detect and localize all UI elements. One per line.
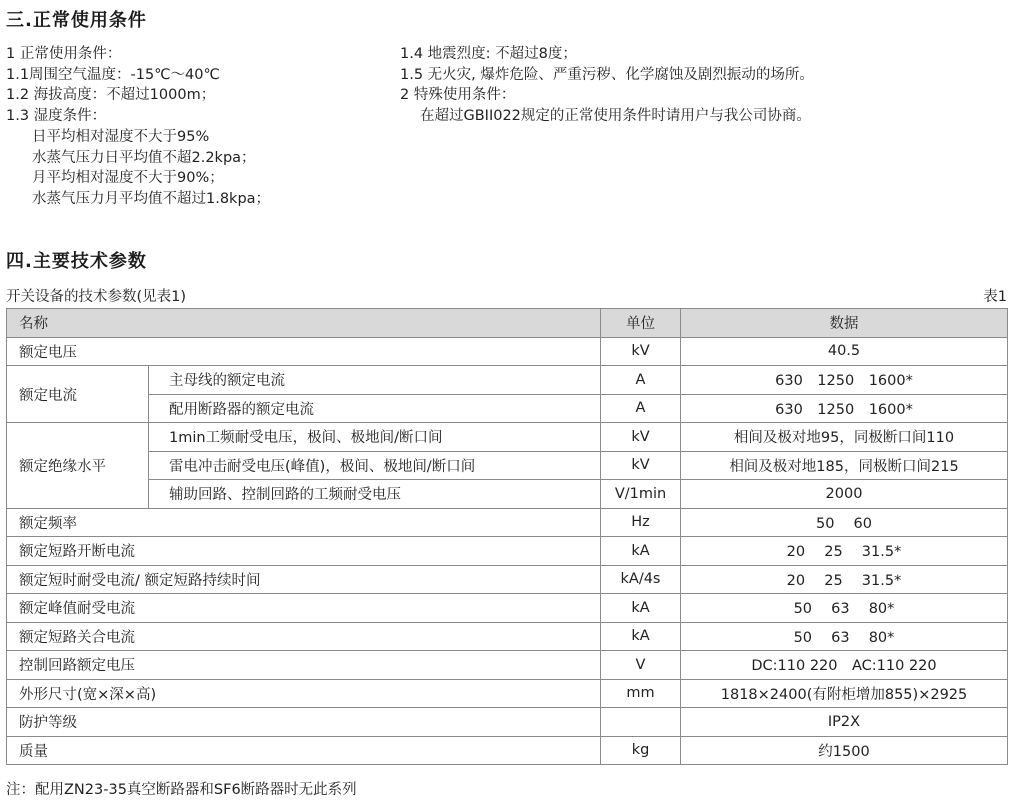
section-title-conditions: 三.正常使用条件 [6, 10, 147, 31]
param-data: 相间及极对地95，同极断口间110 [681, 423, 1008, 452]
condition-line: 1 正常使用条件： [6, 46, 122, 62]
param-unit: V/1min [601, 480, 681, 509]
param-unit: kV [601, 423, 681, 452]
param-name: 额定峰值耐受电流 [7, 594, 601, 623]
condition-line: 1.5 无火灾, 爆炸危险、严重污秽、化学腐蚀及剧烈振动的场所。 [400, 66, 814, 83]
param-name: 额定电压 [7, 337, 601, 366]
table-row [7, 337, 1008, 366]
param-data: IP2X [681, 708, 1008, 737]
table-row [7, 394, 1008, 423]
param-subname: 主母线的额定电流 [149, 366, 601, 395]
param-data: 50 60 [681, 508, 1008, 537]
param-subname: 雷电冲击耐受电压(峰值)，极间、极地间/断口间 [149, 451, 601, 480]
param-name: 防护等级 [7, 708, 601, 737]
param-data: 相间及极对地185，同极断口间215 [681, 451, 1008, 480]
param-unit [601, 708, 681, 737]
param-unit: kA/4s [601, 565, 681, 594]
condition-line: 2 特殊使用条件： [400, 87, 516, 104]
param-name: 额定短时耐受电流/ 额定短路持续时间 [7, 565, 601, 594]
condition-line: 1.3 湿度条件： [6, 108, 107, 125]
param-subname: 辅助回路、控制回路的工频耐受电压 [149, 480, 601, 509]
table-row [7, 651, 1008, 680]
param-data: 40.5 [681, 337, 1008, 366]
table-row [7, 679, 1008, 708]
param-unit: kV [601, 451, 681, 480]
other-conditions-list [400, 44, 814, 127]
param-subname: 配用断路器的额定电流 [149, 394, 601, 423]
table-row [7, 366, 1008, 395]
param-data: 630 1250 1600* [681, 394, 1008, 423]
param-data: DC:110 220 AC:110 220 [681, 651, 1008, 680]
param-name: 额定频率 [7, 508, 601, 537]
table-row [7, 736, 1008, 765]
humidity-line: 月平均相对湿度不大于90%； [32, 170, 224, 187]
table-row [7, 537, 1008, 566]
table-row [7, 423, 1008, 452]
header-data: 数据 [681, 309, 1008, 338]
param-unit: mm [601, 679, 681, 708]
table-row [7, 622, 1008, 651]
table-footnote: 注：配用ZN23-35真空断路器和SF6断路器时无此系列 [6, 782, 357, 798]
table-row [7, 594, 1008, 623]
param-data: 1818×2400(有附柜增加855)×2925 [681, 679, 1008, 708]
param-data: 约1500 [681, 736, 1008, 765]
param-name: 外形尺寸(宽×深×高) [7, 679, 601, 708]
param-data: 50 63 80* [681, 594, 1008, 623]
param-unit: kV [601, 337, 681, 366]
param-name: 额定电流 [7, 366, 149, 423]
param-data: 2000 [681, 480, 1008, 509]
param-subname: 1min工频耐受电压，极间、极地间/断口间 [149, 423, 601, 452]
header-name: 名称 [7, 309, 601, 338]
param-name: 额定短路关合电流 [7, 622, 601, 651]
section-title-parameters: 四.主要技术参数 [6, 251, 147, 272]
humidity-line: 水蒸气压力月平均值不超过1.8kpa； [32, 190, 271, 207]
param-name: 额定绝缘水平 [7, 423, 149, 509]
param-name: 质量 [7, 736, 601, 765]
param-unit: A [601, 394, 681, 423]
table-row [7, 708, 1008, 737]
condition-line: 1.1周围空气温度：-15℃～40℃ [6, 66, 220, 83]
param-unit: V [601, 651, 681, 680]
table-row [7, 480, 1008, 509]
table-row [7, 565, 1008, 594]
param-unit: A [601, 366, 681, 395]
param-data: 20 25 31.5* [681, 537, 1008, 566]
table-row [7, 451, 1008, 480]
normal-conditions-list [6, 44, 270, 210]
param-data: 50 63 80* [681, 622, 1008, 651]
param-unit: Hz [601, 508, 681, 537]
parameters-table [6, 308, 1008, 765]
header-unit: 单位 [601, 309, 681, 338]
table-intro: 开关设备的技术参数(见表1) [6, 289, 187, 305]
condition-line: 在超过GBII022规定的正常使用条件时请用户与我公司协商。 [420, 108, 811, 125]
table-number: 表1 [983, 289, 1007, 305]
param-unit: kA [601, 594, 681, 623]
table-row [7, 508, 1008, 537]
table-header-row [7, 309, 1008, 338]
condition-line: 1.2 海拔高度：不超过1000m； [6, 87, 216, 104]
condition-line: 1.4 地震烈度: 不超过8度； [400, 46, 577, 62]
param-data: 20 25 31.5* [681, 565, 1008, 594]
humidity-line: 水蒸气压力日平均值不超2.2kpa； [32, 149, 256, 166]
param-data: 630 1250 1600* [681, 366, 1008, 395]
param-unit: kA [601, 622, 681, 651]
param-unit: kA [601, 537, 681, 566]
param-name: 控制回路额定电压 [7, 651, 601, 680]
humidity-line: 日平均相对湿度不大于95% [32, 128, 210, 145]
param-name: 额定短路开断电流 [7, 537, 601, 566]
param-unit: kg [601, 736, 681, 765]
